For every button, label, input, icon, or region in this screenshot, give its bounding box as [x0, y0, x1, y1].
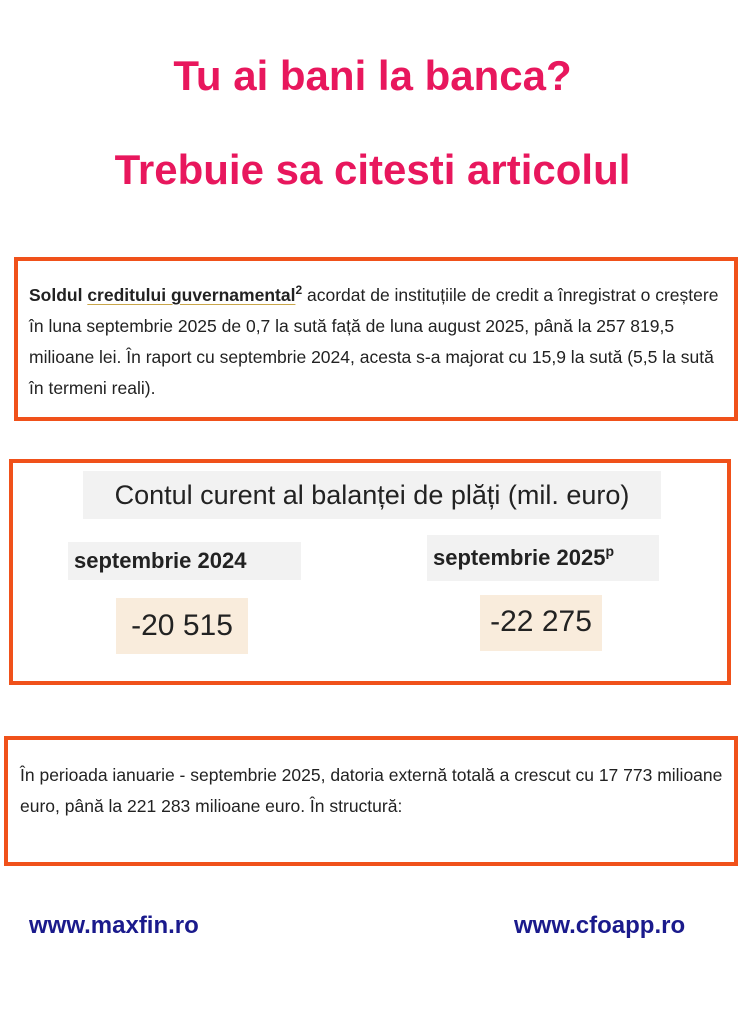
maxfin-link[interactable]: www.maxfin.ro: [29, 912, 199, 939]
current-account-box: [9, 459, 731, 685]
external-debt-box: [4, 736, 738, 866]
government-credit-link[interactable]: creditului guvernamental: [87, 285, 296, 305]
external-debt-paragraph: În perioada ianuarie - septembrie 2025, datoria externă totală a crescut cu 17 773 milioane euro, până la 221 283 milioane euro. În structură:: [20, 765, 723, 816]
government-credit-box: [14, 257, 738, 421]
paragraph-body: acordat de instituțiile de credit a înregistrat o creștere în luna septembrie 2025 de 0,7 la sută față de luna august 2025, până la 257 819,5 milioane lei. În raport cu septembrie 2024, acesta s-a majorat cu 15,9 la sută (5,5 la sută în termeni reali).: [29, 285, 719, 398]
value-2025: -22 275: [480, 595, 602, 651]
footnote-marker: 2: [295, 283, 303, 297]
paragraph-bold-start: Soldul: [29, 285, 88, 305]
provisional-marker: p: [605, 543, 614, 559]
government-credit-paragraph: [29, 280, 729, 404]
period-2025-text: septembrie 2025: [433, 545, 606, 570]
period-label-2025: [427, 535, 659, 581]
cfoapp-link[interactable]: www.cfoapp.ro: [514, 912, 686, 939]
current-account-title: Contul curent al balanței de plăți (mil. euro): [83, 471, 661, 519]
value-2024: -20 515: [116, 598, 248, 654]
period-label-2024: septembrie 2024: [68, 542, 301, 580]
headline-question: Tu ai bani la banca?: [173, 52, 572, 99]
headline-call-to-action: Trebuie sa citesti articolul: [114, 146, 631, 193]
